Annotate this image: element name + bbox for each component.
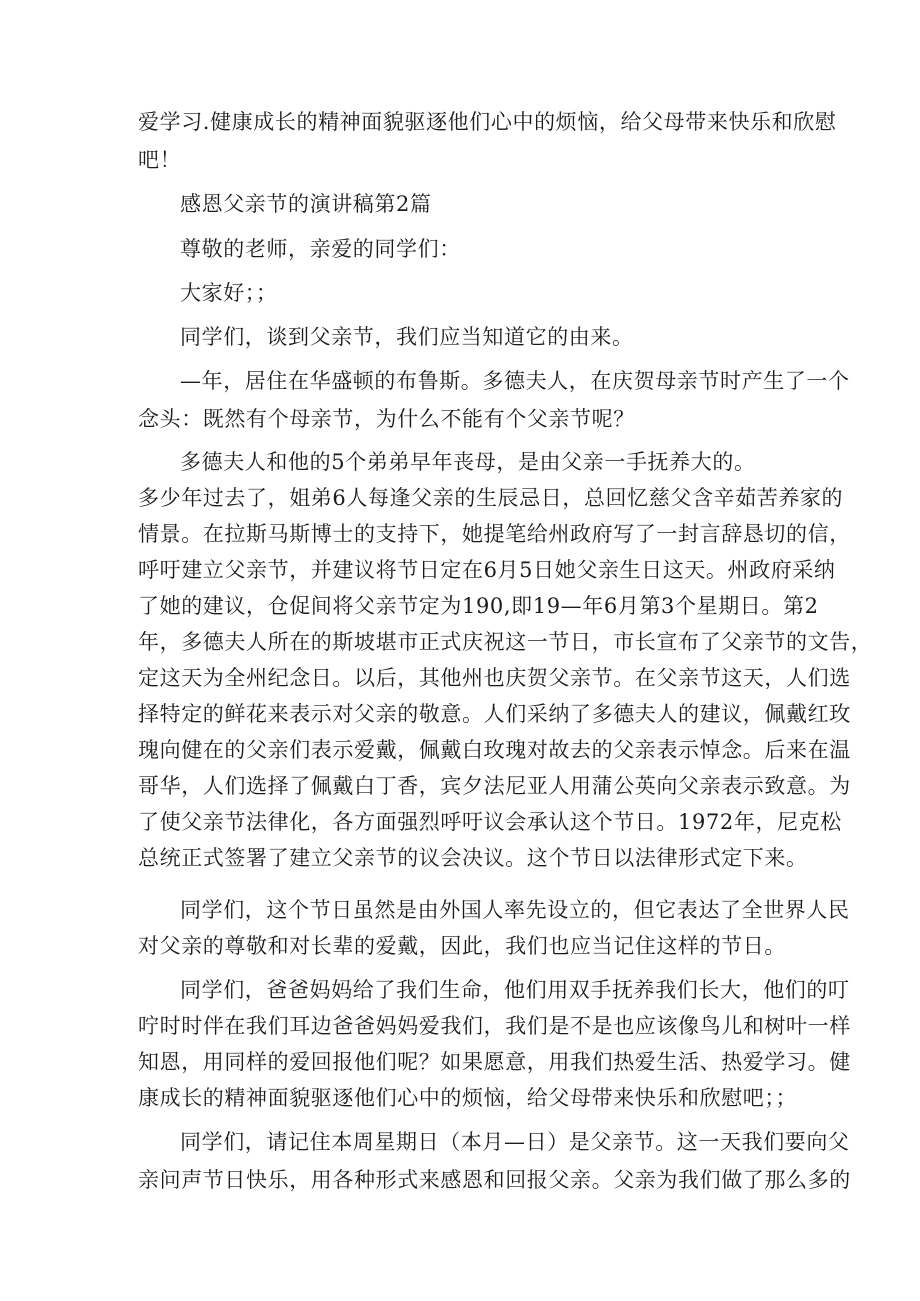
text-line: 同学们，爸爸妈妈给了我们生命，他们用双手抚养我们长大，他们的叮	[180, 978, 850, 1002]
text-line: 定这天为全州纪念日。以后，其他州也庆贺父亲节。在父亲节这天，人们选	[138, 666, 851, 690]
text-line: 同学们，请记住本周星期日（本月—日）是父亲节。这一天我们要向父	[180, 1130, 850, 1154]
text-line: 哥华，人们选择了佩戴白丁香，宾夕法尼亚人用蒲公英向父亲表示致意。为	[138, 774, 851, 798]
text-line: 择特定的鲜花来表示对父亲的敬意。人们采纳了多德夫人的建议，佩戴红玫	[138, 702, 851, 726]
text-line: 了她的建议，仓促间将父亲节定为190,即19—年6月第3个星期日。第2	[138, 594, 819, 618]
text-line: 知恩，用同样的爱回报他们呢？如果愿意，用我们热爱生活、热爱学习。健	[138, 1050, 851, 1074]
text-line: 亲问声节日快乐，用各种形式来感恩和回报父亲。父亲为我们做了那么多的	[138, 1168, 851, 1192]
section-heading: 感恩父亲节的演讲稿第2篇	[180, 192, 432, 216]
text-line: 了使父亲节法律化，各方面强烈呼吁议会承认这个节日。1972年，尼克松	[138, 810, 842, 834]
text-line: 总统正式签署了建立父亲节的议会决议。这个节日以法律形式定下来。	[138, 846, 808, 870]
text-line: 对父亲的尊敬和对长辈的爱戴，因此，我们也应当记住这样的节日。	[138, 934, 786, 958]
text-line: 吧！	[138, 148, 182, 172]
text-line: 多少年过去了，姐弟6人每逢父亲的生辰忌日，总回忆慈父含辛茹苦养家的	[138, 486, 844, 510]
text-line: 爱学习.健康成长的精神面貌驱逐他们心中的烦恼，给父母带来快乐和欣慰	[138, 110, 837, 134]
text-line: 同学们，这个节日虽然是由外国人率先设立的，但它表达了全世界人民	[180, 898, 850, 922]
text-line: 同学们，谈到父亲节，我们应当知道它的由来。	[180, 325, 634, 349]
text-line: 念头：既然有个母亲节，为什么不能有个父亲节呢？	[138, 407, 635, 431]
salutation: 尊敬的老师，亲爱的同学们：	[180, 237, 461, 261]
text-line: —年，居住在华盛顿的布鲁斯。多德夫人，在庆贺母亲节时产生了一个	[180, 369, 850, 393]
text-line: 康成长的精神面貌驱逐他们心中的烦恼，给父母带来快乐和欣慰吧；；	[138, 1086, 798, 1110]
text-line: 呼吁建立父亲节，并建议将节日定在6月5日她父亲生日这天。州政府采纳	[138, 558, 836, 582]
text-line: 多德夫人和他的5个弟弟早年丧母，是由父亲一手抚养大的。	[180, 450, 756, 474]
text-line: 情景。在拉斯马斯博士的支持下，她提笔给州政府写了一封言辞恳切的信，	[138, 522, 851, 546]
greeting: 大家好；；	[180, 281, 278, 305]
text-line: 瑰向健在的父亲们表示爱戴，佩戴白玫瑰对故去的父亲表示悼念。后来在温	[138, 738, 851, 762]
text-line: 年，多德夫人所在的斯坡堪市正式庆祝这一节日，市长宣布了父亲节的文告，	[138, 630, 873, 654]
text-line: 咛时时伴在我们耳边爸爸妈妈爱我们，我们是不是也应该像鸟儿和树叶一样	[138, 1014, 851, 1038]
